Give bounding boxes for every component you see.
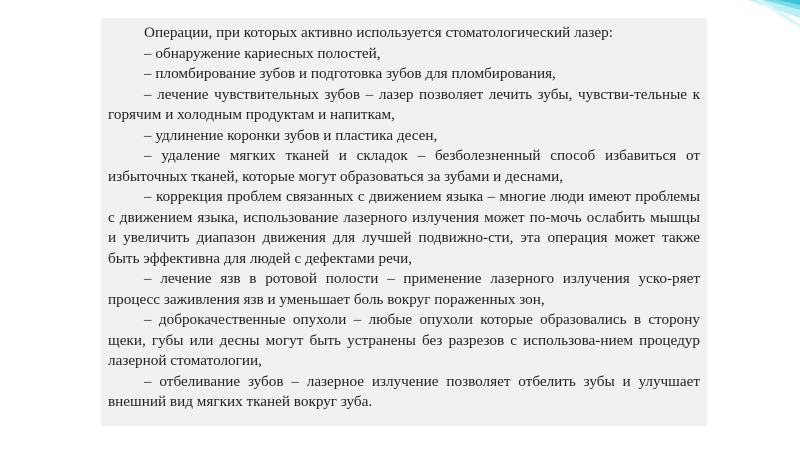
list-item: – обнаружение кариесных полостей, (144, 44, 381, 62)
list-item: – удлинение коронки зубов и пластика десен, (144, 126, 438, 144)
list-item: – доброкачественные опухоли – любые опухоли которые образовались в сторону щеки, губы или десны могут быть устранены без разрезов с использова-нием процедур лазерной стоматологии, (108, 311, 700, 369)
list-item: – лечение язв в ротовой полости – применение лазерного излучения уско-ряет процесс заживления язв и уменьшает боль вокруг пораженных зон, (108, 270, 700, 308)
list-item: – пломбирование зубов и подготовка зубов для пломбирования, (144, 65, 556, 82)
list-item: – коррекция проблем связанных с движением языка – многие люди имеют проблемы с движением языка, использование лазерного излучения может по-мочь ослабить мышцы и увеличить диапазон движения для лучшей подвижно-сти, эта операция может также быть эффективна для людей с дефектами речи, (108, 188, 700, 267)
list-item: – отбеливание зубов – лазерное излучение позволяет отбелить зубы и улучшает внешний вид мягких тканей вокруг зуба. (108, 372, 700, 410)
slide-heading: Операции, при которых активно используется стоматологический лазер: (144, 24, 613, 41)
corner-decoration (720, 0, 800, 40)
text-block (101, 18, 707, 426)
list-item: – удаление мягких тканей и складок – безболезненный способ избавиться от избыточных тканей, которые могут образоваться за зубами и деснами, (108, 147, 700, 185)
list-item: – лечение чувствительных зубов – лазер позволяет лечить зубы, чувстви-тельные к горячим и холодным продуктам и напиткам, (108, 85, 700, 123)
